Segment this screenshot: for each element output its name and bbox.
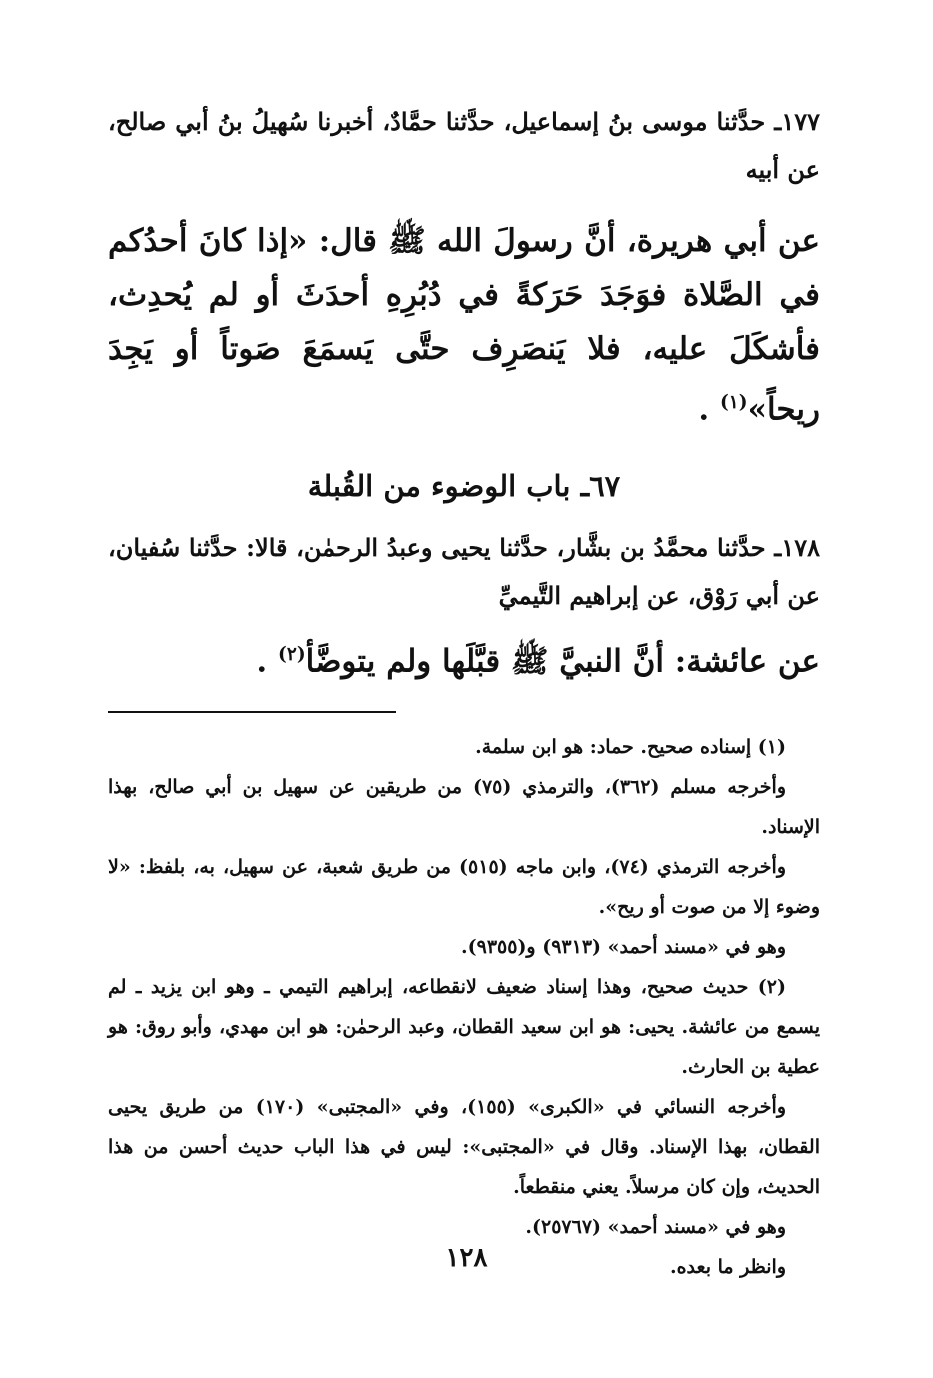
footnote-marker-1: (١) bbox=[719, 392, 748, 413]
footnote-line: وانظر ما بعده. bbox=[669, 1255, 786, 1278]
footnotes bbox=[108, 727, 820, 1287]
hadith-177-matn-text: عن أبي هريرة، أنَّ رسولَ الله ﷺ قال: «إذا كانَ أحدُكم في الصَّلاة فوَجَدَ حَرَكةً في دُبُرِهِ أحدَثَ أو لم يُحدِث، فأشكَلَ عليه، فلا يَنصَرِف حتَّى يَسمَعَ صَوتاً أو يَجِدَ ريحاً» bbox=[108, 223, 820, 428]
hadith-177-end: . bbox=[698, 391, 720, 428]
hadith-177-isnad: ١٧٧ـ حدَّثنا موسى بنُ إسماعيل، حدَّثنا حمَّادٌ، أخبرنا سُهيلُ بنُ أبي صالح، عن أبيه bbox=[108, 107, 820, 184]
footnote-line: وهو في «مسند أحمد» (٩٣١٣) و(٩٣٥٥). bbox=[461, 935, 786, 958]
footnote-line: وأخرجه النسائي في «الكبرى» (١٥٥)، وفي «المجتبى» (١٧٠) من طريق يحيى القطان، بهذا الإسناد. وقال في «المجتبى»: ليس في هذا الباب حديث أحسن من هذا الحديث، وإن كان مرسلاً. يعني منقطعاً. bbox=[108, 1095, 820, 1198]
footnote-line: (٢) حديث صحيح، وهذا إسناد ضعيف لانقطاعه، إبراهيم التيمي ـ وهو ابن يزيد ـ لم يسمع من عائشة. يحيى: هو ابن سعيد القطان، وعبد الرحمٰن: هو ابن مهدي، وأبو روق: هو عطية بن الحارث. bbox=[108, 975, 820, 1078]
footnote-marker-2: (٢) bbox=[278, 644, 306, 666]
hadith-178-isnad: ١٧٨ـ حدَّثنا محمَّدُ بن بشَّار، حدَّثنا يحيى وعبدُ الرحمٰن، قالا: حدَّثنا سُفيان، عن أبي رَوْق، عن إبراهيم التَّيميِّ bbox=[108, 533, 820, 611]
hadith-178-end: . bbox=[256, 643, 279, 680]
page-number: ١٢٨ bbox=[445, 1243, 488, 1273]
footnote-separator bbox=[108, 711, 396, 713]
hadith-178-matn bbox=[108, 628, 820, 688]
chapter-heading: ٦٧ـ باب الوضوء من القُبلة bbox=[307, 469, 621, 504]
hadith-178-matn-text: عن عائشة: أنَّ النبيَّ ﷺ قبَّلَها ولم يتوضَّأ bbox=[305, 643, 820, 680]
hadith-177-matn bbox=[108, 214, 820, 436]
footnote-line: وأخرجه مسلم (٣٦٢)، والترمذي (٧٥) من طريقين عن سهيل بن أبي صالح، بهذا الإسناد. bbox=[108, 775, 820, 838]
page-body bbox=[108, 98, 820, 1287]
footnote-line: وأخرجه الترمذي (٧٤)، وابن ماجه (٥١٥) من طريق شعبة، عن سهيل، به، بلفظ: «لا وضوء إلا من صوت أو ريح». bbox=[108, 855, 820, 918]
footnote-line: وهو في «مسند أحمد» (٢٥٧٦٧). bbox=[525, 1215, 786, 1238]
footnote-line: (١) إسناده صحيح. حماد: هو ابن سلمة. bbox=[475, 735, 786, 758]
